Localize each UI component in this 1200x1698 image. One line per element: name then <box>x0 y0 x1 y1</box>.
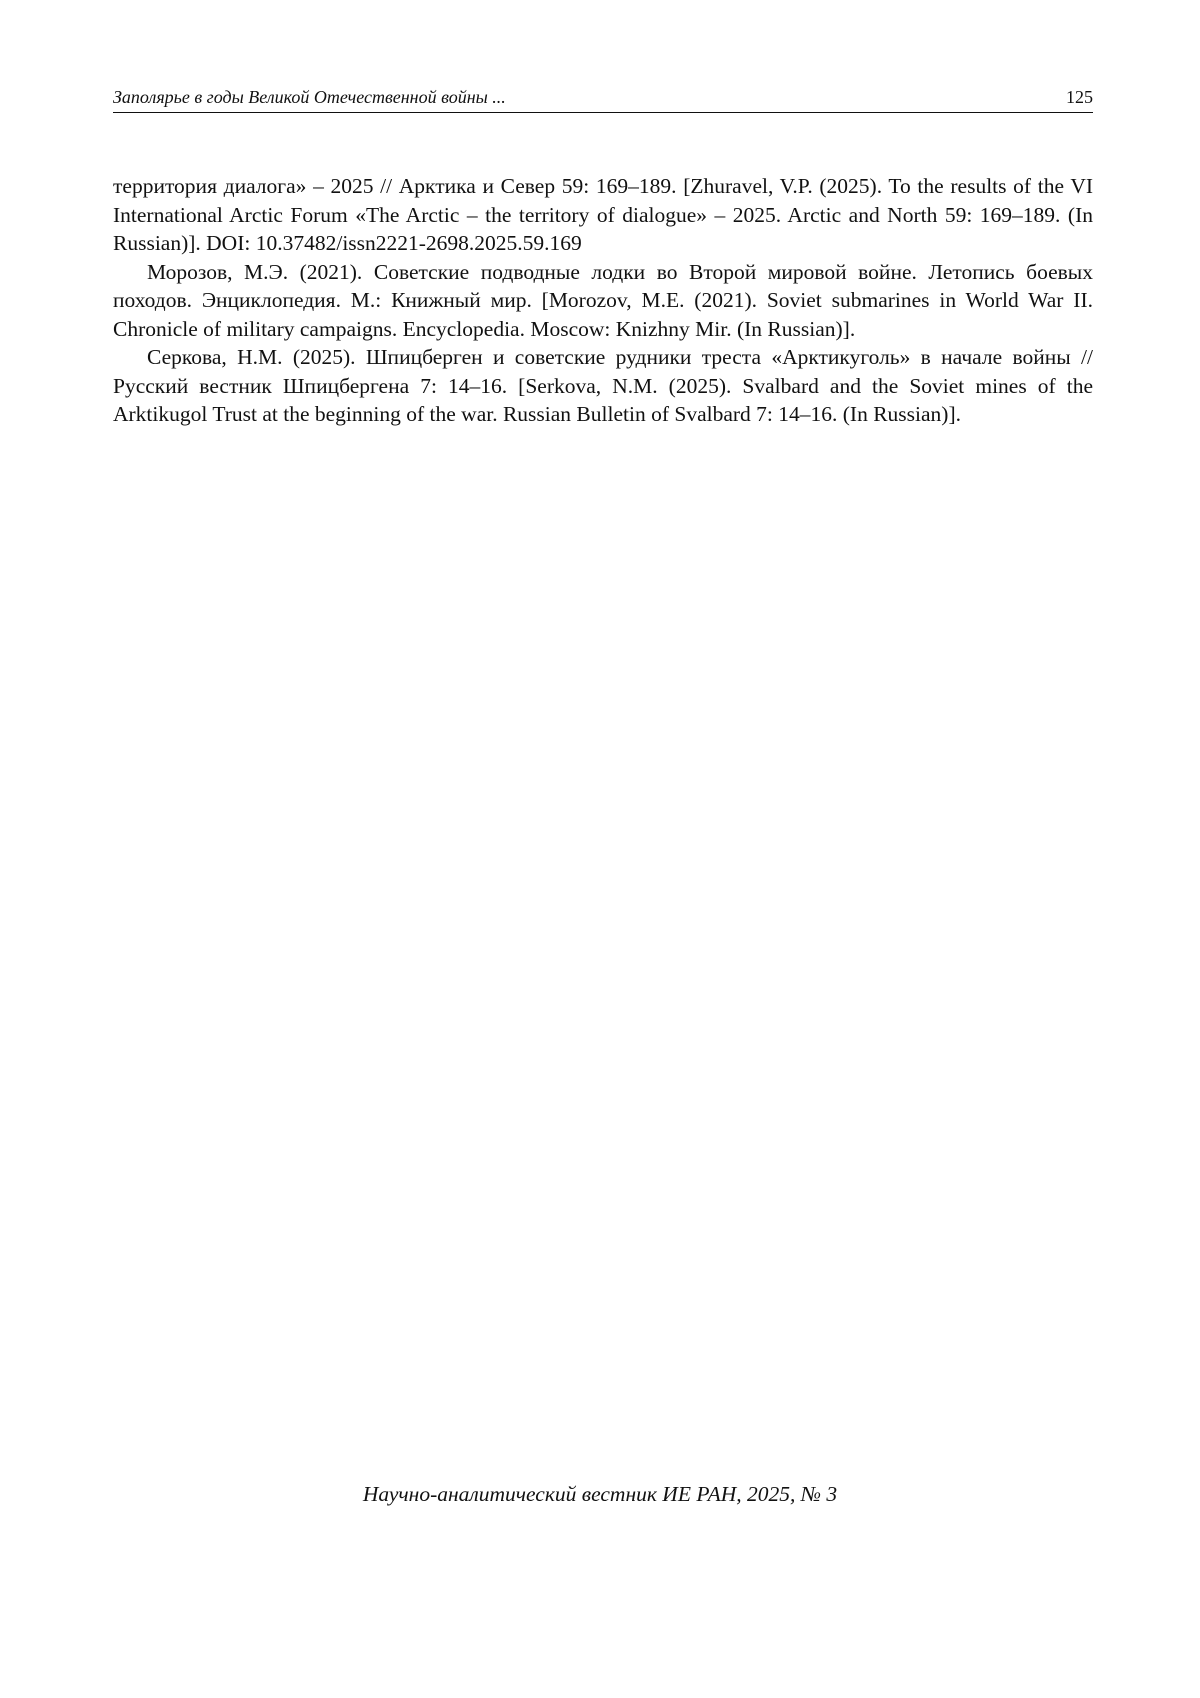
reference-entry-serkova: Серкова, Н.М. (2025). Шпицберген и советские рудники треста «Арктикуголь» в начале войны // Русский вестник Шпицбергена 7: 14–16. [Serkova, N.M. (2025). Svalbard and the Soviet mines of the Arktikugol Trust at the beginning of the war. Russian Bulletin of Svalbard 7: 14–16. (In Russian)]. <box>113 345 1093 426</box>
reference-list <box>113 172 1093 429</box>
journal-footer: Научно-аналитический вестник ИЕ РАН, 2025, № 3 <box>362 1482 838 1506</box>
reference-entry-morozov: Морозов, М.Э. (2021). Советские подводные лодки во Второй мировой войне. Летопись боевых походов. Энциклопедия. М.: Книжный мир. [Morozov, M.E. (2021). Soviet submarines in World War II. Chronicle of military campaigns. Encyclopedia. Moscow: Knizhny Mir. (In Russian)]. <box>113 259 1093 341</box>
reference-entry-continued: территория диалога» – 2025 // Арктика и Север 59: 169–189. [Zhuravel, V.P. (2025). To the results of the VI International Arctic Forum «The Arctic – the territory of dialogue» – 2025. Arctic and North 59: 169–189. (In Russian)]. DOI: 10.37482/issn2221-2698.2025.59.169 <box>113 174 1093 255</box>
running-header <box>113 84 1093 113</box>
page-number: 125 <box>1066 87 1093 107</box>
running-title: Заполярье в годы Великой Отечественной войны ... <box>113 87 506 107</box>
